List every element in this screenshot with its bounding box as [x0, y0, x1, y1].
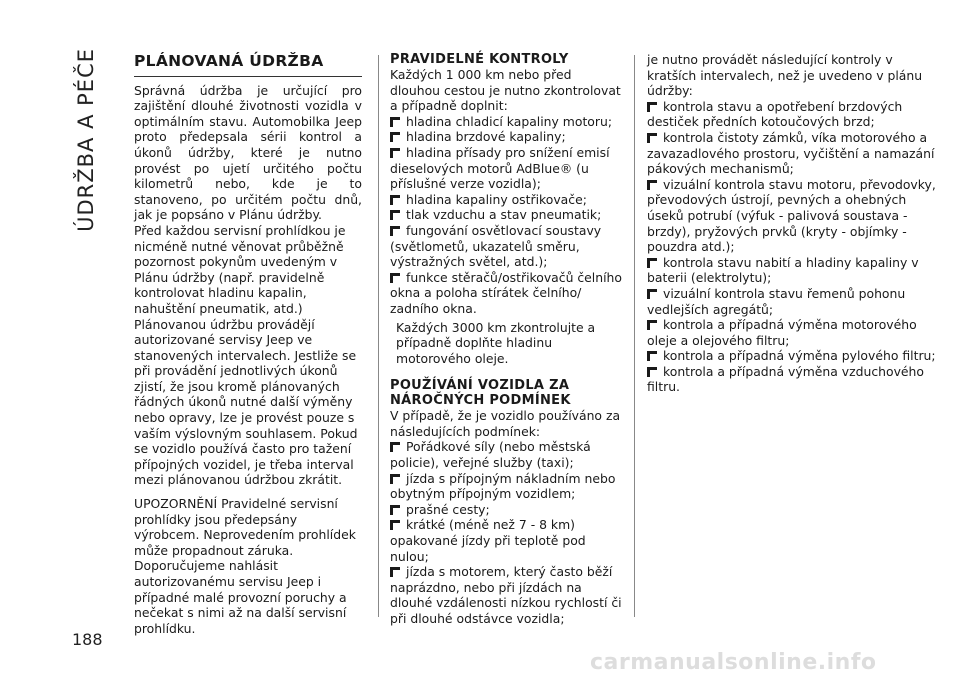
bullet-icon	[390, 117, 402, 127]
list-item	[647, 130, 937, 177]
bullet-icon	[647, 180, 659, 190]
side-section-title	[70, 48, 114, 568]
heading-planned-maintenance: PLÁNOVANÁ ÚDRŽBA	[134, 54, 362, 77]
column-2	[390, 52, 622, 627]
column-divider-2	[634, 55, 635, 617]
list-item-text: jízda s přípojným nákladním nebo obytným přípojným vozidlem;	[390, 470, 616, 502]
list-item	[647, 99, 937, 130]
bullet-icon	[390, 132, 402, 142]
list-item	[647, 177, 937, 255]
paragraph: V případě, že je vozidlo používáno za následujících podmínek:	[390, 408, 621, 439]
list-item	[390, 517, 622, 564]
bullet-icon	[390, 226, 402, 236]
list-item	[390, 471, 622, 502]
list-item	[390, 564, 622, 626]
column-1	[134, 52, 362, 636]
paragraph: Plánovanou údržbu provádějí autorizované servisy Jeep ve stanovených intervalech. Jestliže se při provádění jednotlivých úkonů zjistí, že jsou kromě plánovaných řádných úkonů nutné další výměny nebo opravy, lze je provést pouze s vaším výslovným souhlasem. Pokud se vozidlo používá často pro tažení přípojných vozidel, je třeba interval mezi plánovanou údržbou zkrátit.	[134, 316, 358, 488]
bullet-icon	[390, 195, 402, 205]
bullet-icon	[390, 567, 402, 577]
list-item-text: kontrola čistoty zámků, víka motorového a zavazadlového prostoru, vyčištění a namazání pákových mechanismů;	[647, 129, 935, 177]
bullet-icon	[647, 289, 659, 299]
list-item	[390, 207, 622, 223]
watermark: carmanualsonline.info	[590, 650, 877, 675]
bullet-icon	[390, 474, 402, 484]
list-item	[390, 129, 622, 145]
list-item	[390, 192, 622, 208]
list-item	[390, 145, 622, 192]
list-item	[390, 223, 622, 270]
list-item-text: tlak vzduchu a stav pneumatik;	[406, 207, 602, 223]
list-item-text: prašné cesty;	[406, 501, 490, 517]
list-item-text: kontrola a případná výměna pylového filtru;	[663, 348, 936, 364]
bullet-icon	[647, 320, 659, 330]
list-item-text: hladina kapaliny ostřikovače;	[406, 191, 587, 207]
section-title-vertical: ÚDRŽBA A PÉČE	[74, 48, 98, 232]
bullet-icon	[390, 210, 402, 220]
list-item-text: jízda s motorem, který často běží naprázdno, nebo při jízdách na dlouhé vzdálenosti nízkou rychlostí či při dlouhé odstávce vozidla;	[390, 564, 622, 626]
bullet-icon	[390, 520, 402, 530]
paragraph: Každých 1 000 km nebo před dlouhou cestou je nutno zkontrolovat a případně doplnit:	[390, 67, 621, 114]
list-item-text: hladina přísady pro snížení emisí dieselových motorů AdBlue® (u příslušné verze vozidla);	[390, 144, 610, 192]
list-item-text: hladina brzdové kapaliny;	[406, 129, 566, 145]
bullet-icon	[647, 367, 659, 377]
list-item-text: hladina chladicí kapaliny motoru;	[406, 113, 613, 129]
paragraph: Správná údržba je určující pro zajištění dlouhé životnosti vozidla v optimálním stavu. Automobilka Jeep proto předepsala sérii kontrol a úkonů údržby, které je nutno provést po ujetí určitého počtu kilometrů nebo, kde je to stanoveno, po určitém počtu dnů, jak je popsáno v Plánu údržby.	[134, 82, 362, 223]
bullet-icon	[647, 258, 659, 268]
bullet-icon	[390, 505, 402, 515]
list-item-text: kontrola a případná výměna vzduchového filtru.	[647, 363, 924, 395]
list-item-text: funkce stěračů/ostřikovačů čelního okna a poloha stírátek čelního/ zadního okna.	[390, 269, 622, 316]
list-item-text: vizuální kontrola stavu řemenů pohonu vedlejších agregátů;	[647, 285, 906, 317]
shorter-interval-checks-list	[647, 99, 937, 395]
list-item-text: Pořádkové síly (nebo městská policie), veřejné služby (taxi);	[390, 439, 591, 471]
list-item-text: krátké (méně než 7 - 8 km) opakované jízdy při teplotě pod nulou;	[390, 517, 586, 564]
column-3	[647, 52, 937, 395]
list-item	[647, 255, 937, 286]
list-item	[647, 364, 937, 395]
paragraph-note: Každých 3000 km zkontrolujte a případně doplňte hladinu motorového oleje.	[396, 319, 596, 366]
list-item	[390, 270, 622, 317]
list-item-text: kontrola a případná výměna motorového oleje a olejového filtru;	[647, 317, 917, 348]
list-item	[390, 502, 622, 518]
list-item-text: fungování osvětlovací soustavy (světlometů, ukazatelů směru, výstražných světel, atd.);	[390, 222, 602, 270]
list-item-text: kontrola stavu nabití a hladiny kapaliny v baterii (elektrolytu);	[647, 254, 919, 286]
list-item-text: vizuální kontrola stavu motoru, převodovky, převodových ústrojí, pevných a ohebných úseků potrubí (výfuk - palivová soustava - brzdy), pryžových prvků (kryty - objímky - pouzdra atd.);	[647, 176, 936, 255]
paragraph: Před každou servisní prohlídkou je nicméně nutné věnovat průběžně pozornost pokynům uvedeným v Plánu údržby (např. pravidelně kontrolovat hladinu kapalin, nahuštění pneumatik, atd.)	[134, 222, 346, 316]
list-item	[390, 114, 622, 130]
page-number: 188	[72, 630, 103, 649]
warning-paragraph: UPOZORNĚNÍ Pravidelné servisní prohlídky jsou předepsány výrobcem. Neprovedením prohlídek může propadnout záruka. Doporučujeme nahlásit autorizovanému servisu Jeep i případné malé provozní poruchy a nečekat s nimi až na další servisní prohlídku.	[134, 496, 356, 636]
bullet-icon	[647, 133, 659, 143]
bullet-icon	[390, 273, 402, 283]
bullet-icon	[647, 102, 659, 112]
checks-list	[390, 114, 622, 317]
list-item-text: kontrola stavu a opotřebení brzdových destiček předních kotoučových brzd;	[647, 98, 903, 130]
paragraph: je nutno provádět následující kontroly v kratších intervalech, než je uvedeno v plánu údržby:	[647, 52, 923, 99]
bullet-icon	[390, 442, 402, 452]
column-divider-1	[378, 55, 379, 617]
heading-harsh-conditions: POUŽÍVÁNÍ VOZIDLA ZA NÁROČNÝCH PODMÍNEK	[390, 378, 571, 409]
list-item	[647, 317, 937, 348]
list-item	[390, 439, 622, 470]
heading-regular-checks: PRAVIDELNÉ KONTROLY	[390, 52, 569, 67]
list-item	[647, 348, 937, 364]
conditions-list	[390, 439, 622, 626]
list-item	[647, 286, 937, 317]
bullet-icon	[647, 351, 659, 361]
bullet-icon	[390, 148, 402, 158]
